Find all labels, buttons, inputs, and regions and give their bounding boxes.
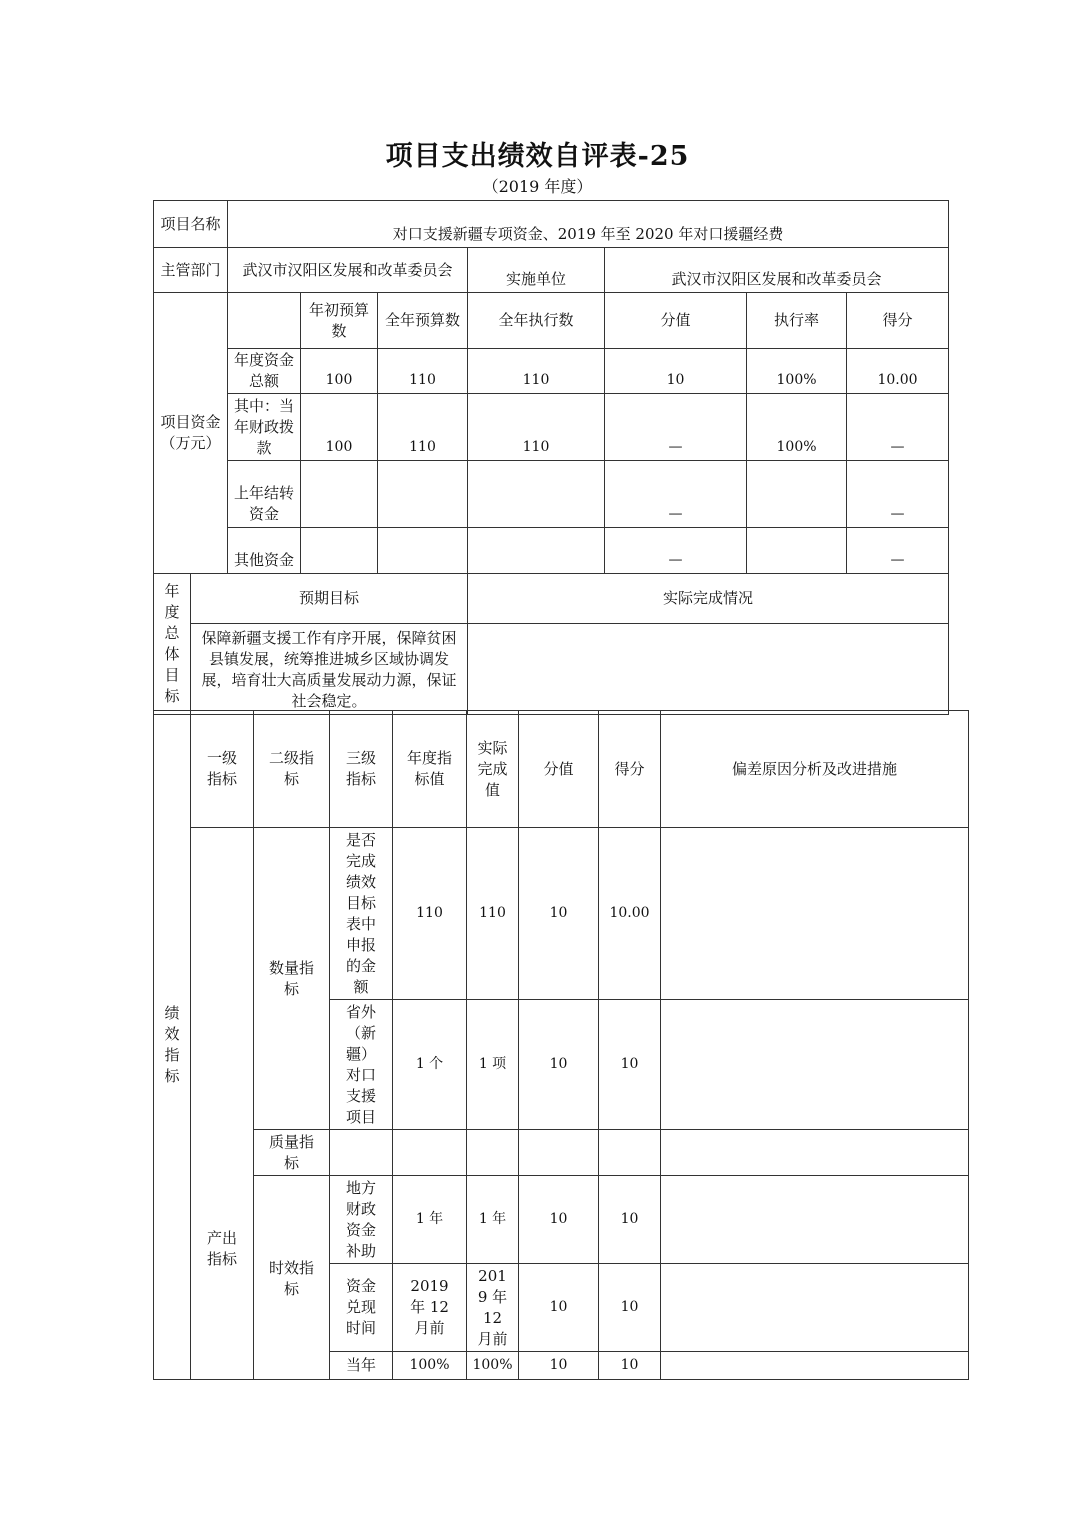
project-name-value: 对口支援新疆专项资金、2019 年至 2020 年对口援疆经费 bbox=[228, 201, 949, 248]
dept-value: 武汉市汉阳区发展和改革委员会 bbox=[228, 248, 468, 293]
indicator-score-value: 10 bbox=[519, 828, 599, 1000]
level3-indicator: 是否完成绩效目标表中申报的金额 bbox=[330, 828, 393, 1000]
impl-unit-value: 武汉市汉阳区发展和改革委员会 bbox=[605, 248, 949, 293]
indicator-target bbox=[393, 1130, 467, 1176]
funds-cell bbox=[468, 461, 605, 528]
indicator-target: 1 年 bbox=[393, 1176, 467, 1264]
indicator-score: 10 bbox=[599, 1264, 661, 1352]
funds-row bbox=[154, 394, 949, 461]
indicator-score: 10 bbox=[599, 1352, 661, 1380]
expected-goal-label: 预期目标 bbox=[191, 574, 468, 624]
indicator-target: 110 bbox=[393, 828, 467, 1000]
project-info-table bbox=[153, 200, 949, 715]
indicator-score-value: 10 bbox=[519, 1352, 599, 1380]
funds-cell: 110 bbox=[468, 349, 605, 394]
funds-cell: 100% bbox=[747, 349, 847, 394]
level2-quality: 质量指标 bbox=[254, 1130, 330, 1176]
indicators-header: 得分 bbox=[599, 711, 661, 828]
indicator-actual: 110 bbox=[467, 828, 519, 1000]
funds-row-label: 其他资金 bbox=[228, 528, 301, 574]
indicator-row bbox=[154, 1176, 969, 1264]
funds-header: 全年执行数 bbox=[468, 293, 605, 349]
funds-cell: 100 bbox=[301, 349, 378, 394]
level3-indicator bbox=[330, 1130, 393, 1176]
level2-quantity: 数量指标 bbox=[254, 828, 330, 1130]
funds-cell bbox=[378, 461, 468, 528]
project-name-label: 项目名称 bbox=[154, 201, 228, 248]
indicator-actual: 100% bbox=[467, 1352, 519, 1380]
indicator-note bbox=[661, 1130, 969, 1176]
funds-cell: 110 bbox=[378, 349, 468, 394]
funds-cell: — bbox=[847, 394, 949, 461]
funds-cell bbox=[747, 461, 847, 528]
indicator-target: 2019 年 12 月前 bbox=[393, 1264, 467, 1352]
level3-indicator: 资金兑现时间 bbox=[330, 1264, 393, 1352]
indicators-header: 二级指标 bbox=[254, 711, 330, 828]
indicator-row bbox=[154, 828, 969, 1000]
indicators-header: 三级指标 bbox=[330, 711, 393, 828]
funds-row bbox=[154, 461, 949, 528]
funds-cell bbox=[468, 528, 605, 574]
funds-cell: — bbox=[605, 394, 747, 461]
funds-cell: — bbox=[605, 528, 747, 574]
funds-cell: — bbox=[847, 461, 949, 528]
indicator-note bbox=[661, 1176, 969, 1264]
funds-header: 分值 bbox=[605, 293, 747, 349]
indicator-target: 100% bbox=[393, 1352, 467, 1380]
dept-label: 主管部门 bbox=[154, 248, 228, 293]
funds-header: 年初预算数 bbox=[301, 293, 378, 349]
indicator-score bbox=[599, 1130, 661, 1176]
funds-cell: 110 bbox=[468, 394, 605, 461]
level1-indicator: 产出指标 bbox=[191, 828, 254, 1380]
funds-row bbox=[154, 528, 949, 574]
level3-indicator: 地方财政资金补助 bbox=[330, 1176, 393, 1264]
indicator-actual: 1 年 bbox=[467, 1176, 519, 1264]
funds-cell bbox=[378, 528, 468, 574]
funds-row-label: 年度资金总额 bbox=[228, 349, 301, 394]
indicator-score: 10 bbox=[599, 1176, 661, 1264]
funds-row-label: 其中：当年财政拨款 bbox=[228, 394, 301, 461]
indicator-score-value: 10 bbox=[519, 1264, 599, 1352]
indicators-section-label: 绩效指标 bbox=[154, 711, 191, 1380]
indicator-score: 10.00 bbox=[599, 828, 661, 1000]
indicators-header: 分值 bbox=[519, 711, 599, 828]
funds-header-blank bbox=[228, 293, 301, 349]
funds-cell: 10 bbox=[605, 349, 747, 394]
indicator-row bbox=[154, 1130, 969, 1176]
indicator-actual bbox=[467, 1130, 519, 1176]
funds-cell bbox=[747, 528, 847, 574]
level3-indicator: 省外（新疆）对口支援项目 bbox=[330, 1000, 393, 1130]
actual-status-label: 实际完成情况 bbox=[468, 574, 949, 624]
indicator-note bbox=[661, 1352, 969, 1380]
funds-cell: 100 bbox=[301, 394, 378, 461]
level2-timeliness: 时效指标 bbox=[254, 1176, 330, 1380]
funds-cell: 10.00 bbox=[847, 349, 949, 394]
indicator-target: 1 个 bbox=[393, 1000, 467, 1130]
impl-unit-label: 实施单位 bbox=[468, 248, 605, 293]
funds-cell: 100% bbox=[747, 394, 847, 461]
indicator-note bbox=[661, 828, 969, 1000]
funds-cell bbox=[301, 461, 378, 528]
indicator-score: 10 bbox=[599, 1000, 661, 1130]
funds-section-label: 项目资金（万元） bbox=[154, 293, 228, 574]
indicator-note bbox=[661, 1264, 969, 1352]
indicators-header: 年度指标值 bbox=[393, 711, 467, 828]
funds-row-label: 上年结转资金 bbox=[228, 461, 301, 528]
funds-cell: — bbox=[605, 461, 747, 528]
funds-row bbox=[154, 349, 949, 394]
indicators-header: 实际完成值 bbox=[467, 711, 519, 828]
level3-indicator: 当年 bbox=[330, 1352, 393, 1380]
funds-cell: — bbox=[847, 528, 949, 574]
indicator-note bbox=[661, 1000, 969, 1130]
indicator-score-value bbox=[519, 1130, 599, 1176]
funds-cell bbox=[301, 528, 378, 574]
funds-header: 全年预算数 bbox=[378, 293, 468, 349]
funds-cell: 110 bbox=[378, 394, 468, 461]
indicator-actual: 1 项 bbox=[467, 1000, 519, 1130]
indicator-actual: 2019 年 12 月前 bbox=[467, 1264, 519, 1352]
funds-header: 执行率 bbox=[747, 293, 847, 349]
indicators-header: 一级指标 bbox=[191, 711, 254, 828]
indicator-score-value: 10 bbox=[519, 1176, 599, 1264]
indicators-header: 偏差原因分析及改进措施 bbox=[661, 711, 969, 828]
page-title: 项目支出绩效自评表-25 bbox=[385, 141, 690, 172]
expected-goal-text: 保障新疆支援工作有序开展，保障贫困县镇发展，统筹推进城乡区域协调发展，培育壮大高质量发展动力源，保证社会稳定。 bbox=[191, 624, 468, 715]
funds-header: 得分 bbox=[847, 293, 949, 349]
indicators-table bbox=[153, 710, 969, 1380]
annual-goal-section-label: 年度总体目标 bbox=[154, 574, 191, 715]
indicator-score-value: 10 bbox=[519, 1000, 599, 1130]
actual-status-text bbox=[468, 624, 949, 715]
page-subtitle: （2019 年度） bbox=[482, 177, 593, 196]
